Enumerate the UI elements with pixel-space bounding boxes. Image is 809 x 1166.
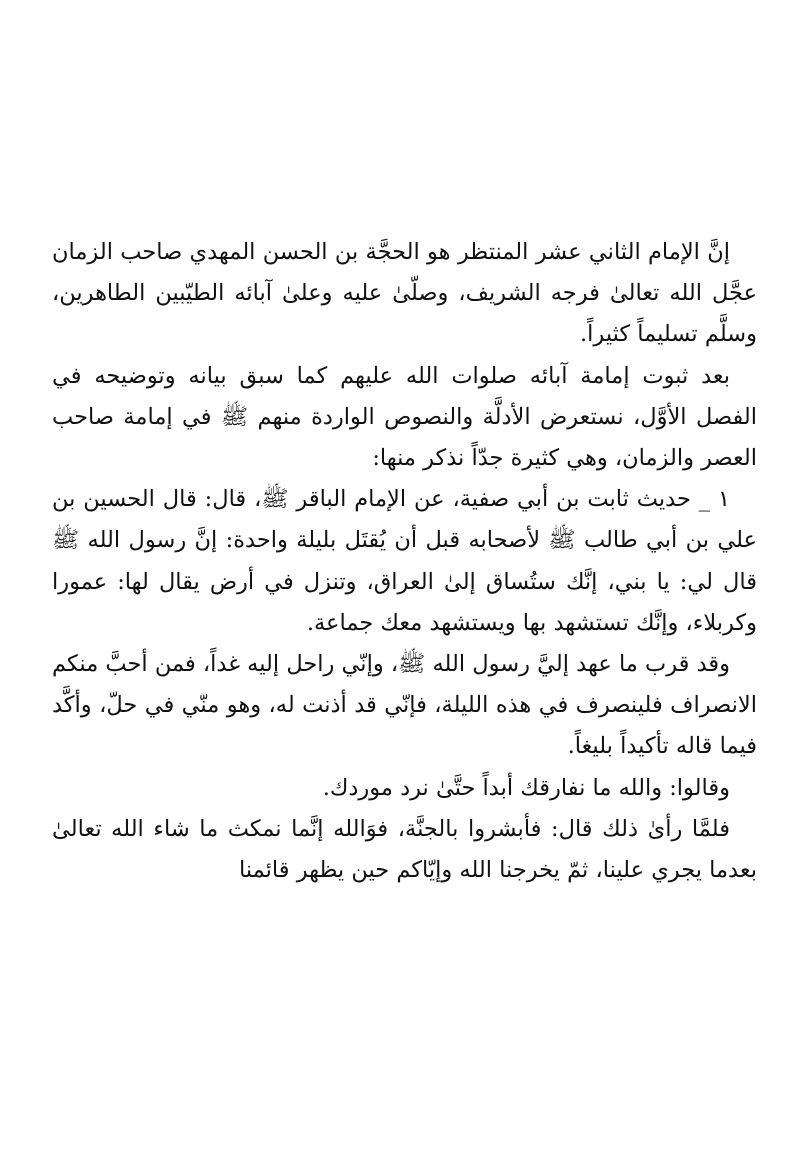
paragraph-intro: إنَّ الإمام الثاني عشر المنتظر هو الحجَّة بن الحسن المهدي صاحب الزمان عجَّل الله تعالىٰ فرجه الشريف، وصلّىٰ عليه وعلىٰ آبائه الطيّبين الطاهرين، وسلَّم تسليماً كثيراً. bbox=[52, 239, 757, 348]
paragraph-hadith-continuation: وقد قرب ما عهد إليَّ رسول الله ﷺ، وإنّي راحل إليه غداً، فمن أحبَّ منكم الانصراف فلينصرف في هذه الليلة، فإنّي قد أذنت له، وهو منّي في حلّ، وأكَّد فيما قاله تأكيداً بليغاً. bbox=[52, 651, 757, 760]
paragraph-glad-tidings: فلمَّا رأىٰ ذلك قال: فأبشروا بالجنَّة، فوَالله إنَّما نمكث ما شاء الله تعالىٰ بعدما يجري علينا، ثمّ يخرجنا الله وإيّاكم حين يظهر قائمنا bbox=[52, 815, 757, 884]
document-page bbox=[52, 232, 757, 891]
paragraph-hadith-1: ١ _ حديث ثابت بن أبي صفية، عن الإمام الباقر ﷺ، قال: قال الحسين بن علي بن أبي طالب ﷺ لأصحابه قبل أن يُقتَل بليلة واحدة: إنَّ رسول الله ﷺ قال لي: يا بني، إنَّك ستُساق إلىٰ العراق، وتنزل في أرض يقال لها: عمورا وكربلاء، وإنَّك تستشهد بها ويستشهد معك جماعة. bbox=[52, 486, 757, 636]
paragraph-evidence: بعد ثبوت إمامة آبائه صلوات الله عليهم كما سبق بيانه وتوضيحه في الفصل الأوَّل، نستعرض الأدلَّة والنصوص الواردة منهم ﷺ في إمامة صاحب العصر والزمان، وهي كثيرة جدّاً نذكر منها: bbox=[52, 362, 757, 472]
paragraph-companions-reply: وقالوا: والله ما نفارقك أبداً حتَّىٰ نرد موردك. bbox=[322, 774, 730, 801]
